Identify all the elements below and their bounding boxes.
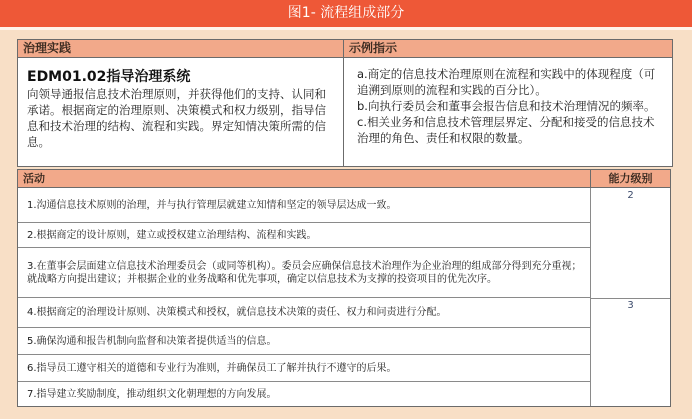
header-governance-practice: 治理实践 <box>18 40 344 57</box>
practice-title: EDM01.02指导治理系统 <box>27 69 191 85</box>
practice-table <box>17 39 673 167</box>
header-capability-level: 能力级别 <box>608 172 653 185</box>
level-divider <box>591 298 670 299</box>
activity-list <box>18 188 591 406</box>
activity-table-body <box>18 188 670 406</box>
metric-b: b.向执行委员会和董事会报告信息和技术治理情况的频率。 <box>357 99 656 113</box>
activity-row: 1.沟通信息技术原则的治理，并与执行管理层就建立知情和坚定的领导层达成一致。 <box>18 188 590 223</box>
activity-row: 3.在董事会层面建立信息技术治理委员会（或同等机构）。委员会应确保信息技术治理作为企业治理的组成部分得到充分重视；就战略方向提出建议；并根据企业的业务战略和优先事项，确定以信息技术为支撑的投资项目的优先次序。 <box>18 248 590 298</box>
practice-table-header <box>18 40 672 58</box>
activity-row: 7.指导建立奖励制度，推动组织文化朝理想的方向发展。 <box>27 388 277 400</box>
capability-level-column <box>591 188 670 406</box>
capability-level-3: 3 <box>627 300 634 311</box>
activity-row: 5.确保沟通和报告机制向监督和决策者提供适当的信息。 <box>18 328 590 355</box>
metrics-cell <box>344 58 672 166</box>
activity-table-header <box>18 170 670 188</box>
activity-row: 6.指导员工遵守相关的道德和专业行为准则，并确保员工了解并执行不遵守的后果。 <box>18 355 590 382</box>
practice-table-body <box>18 58 672 166</box>
capability-level-2: 2 <box>627 190 634 201</box>
metric-a: a.商定的信息技术治理原则在流程和实践中的体现程度（可追溯到原则的流程和实践的百分比）。 <box>357 67 656 97</box>
header-example-metrics: 示例指示 <box>349 41 398 55</box>
activity-table <box>17 169 671 407</box>
practice-description: 向领导通报信息技术治理原则，并获得他们的支持、认同和承诺。根据商定的治理原则、决策模式和权力级别，指导信息和技术治理的结构、流程和实践。界定知情决策所需的信息。 <box>27 87 326 149</box>
metric-c: c.相关业务和信息技术管理层界定、分配和接受的信息技术治理的角色、责任和权限的数量。 <box>357 115 655 145</box>
practice-cell <box>18 58 344 166</box>
header-activities: 活动 <box>18 170 591 187</box>
activity-row: 4.根据商定的治理设计原则、决策模式和授权，就信息技术决策的责任、权力和问责进行分配。 <box>18 298 590 328</box>
activity-row: 2.根据商定的设计原则，建立或授权建立治理结构、流程和实践。 <box>18 223 590 248</box>
figure-title: 图1- 流程组成部分 <box>0 0 692 30</box>
